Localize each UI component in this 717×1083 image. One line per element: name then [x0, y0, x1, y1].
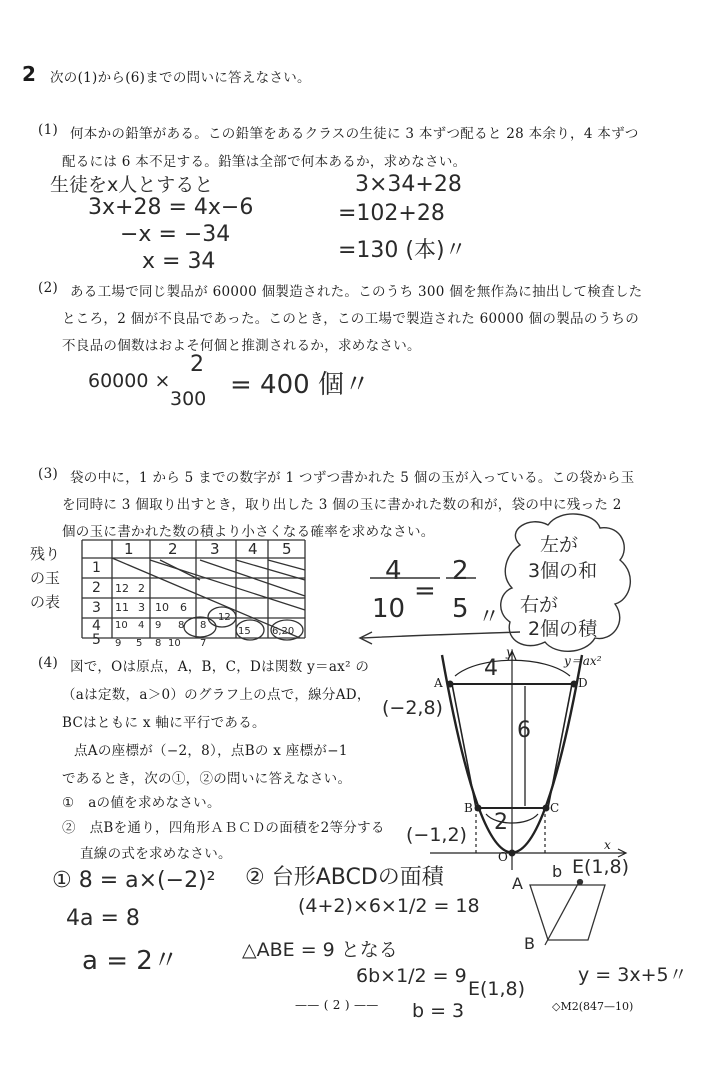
- q3-cell: 15: [238, 626, 251, 637]
- q1-hw-calc2: =102+28: [338, 201, 445, 226]
- graph-label-A: A: [434, 676, 443, 690]
- graph-label-y: y: [506, 645, 513, 659]
- graph-label-fn: y＝ax²: [564, 654, 602, 668]
- graph-hw-width: 4: [484, 656, 498, 681]
- q4-sketch-A: A: [512, 874, 523, 893]
- q3-hw-ans-mark: 〃: [478, 605, 501, 630]
- q4-sub2-line2: 直線の式を求めなさい。: [80, 846, 232, 862]
- q4-hw2-line5: b = 3: [412, 1000, 465, 1022]
- q3-cell: 9: [115, 638, 122, 649]
- q2-hw-lhs: 60000 ×: [88, 370, 171, 392]
- q3-number: (3): [38, 466, 59, 482]
- q3-cell: 8: [200, 620, 207, 631]
- q3-hw-ans-num1: 4: [385, 556, 402, 586]
- q4-sub1: ① aの値を求めなさい。: [62, 795, 221, 811]
- q3-table-row-1: 1: [92, 560, 101, 576]
- q3-table-col-2: 2: [168, 540, 178, 558]
- q2-text-line1: ある工場で同じ製品が 60000 個製造された。このうち 300 個を無作為に抽出して検査した: [70, 284, 643, 300]
- q3-cell: 7: [200, 638, 207, 649]
- q3-cell: 8: [178, 620, 185, 631]
- q1-hw-eq1: 3x+28 = 4x−6: [88, 195, 254, 220]
- q1-hw-setup: 生徒をx人とすると: [50, 174, 214, 196]
- q1-text-line1: 何本かの鉛筆がある。この鉛筆をあるクラスの生徒に 3 本ずつ配ると 28 本余り，4 本ずつ: [70, 126, 639, 142]
- q3-table-col-1: 1: [124, 540, 134, 558]
- q3-cloud-line4: 2個の積: [528, 618, 598, 640]
- q4-text-line1: 図で，Oは原点，A，B，C，Dは関数 y＝ax² の: [70, 659, 370, 675]
- page-number: —— ( 2 ) ——: [295, 998, 379, 1012]
- q3-cell: 4: [138, 620, 145, 631]
- q1-hw-calc1: 3×34+28: [355, 172, 462, 197]
- q3-hw-ans-num2: 2: [452, 556, 469, 586]
- q2-hw-result: = 400 個〃: [230, 370, 370, 400]
- q3-hw-side-label: 残りの玉の表: [30, 545, 61, 611]
- page-code: ◇M2(847—10): [552, 1000, 634, 1013]
- q3-cell: 10: [115, 620, 128, 631]
- q4-number: (4): [38, 655, 59, 671]
- q3-hw-ans-eq: =: [414, 576, 436, 606]
- section-number: 2: [22, 62, 36, 86]
- graph-label-x: x: [604, 838, 611, 852]
- graph-label-D: D: [578, 676, 588, 690]
- q1-number: (1): [38, 122, 59, 138]
- q4-hw2-final: y = 3x+5〃: [578, 964, 688, 986]
- q3-table-row-4: 4: [92, 618, 101, 634]
- q3-cell: 10: [155, 601, 169, 614]
- q4-hw1-line2: 4a = 8: [66, 906, 140, 931]
- q3-text-line1: 袋の中に，1 から 5 までの数字が 1 つずつ書かれた 5 個の玉が入っている。この袋から玉: [70, 470, 635, 486]
- q2-hw-denominator: 300: [170, 388, 207, 410]
- q4-hw2-E-point: E(1,8): [468, 978, 526, 1000]
- q3-cloud-line3: 右が: [520, 594, 559, 616]
- graph-hw-A-coord: (−2,8): [382, 697, 443, 719]
- q1-hw-eq2: −x = −34: [120, 222, 231, 247]
- q4-hw1-line1: ① 8 = a×(−2)²: [52, 868, 216, 893]
- q3-cell: 10: [168, 638, 181, 649]
- q2-number: (2): [38, 280, 59, 296]
- q1-hw-eq3: x = 34: [142, 249, 216, 274]
- q1-text-line2: 配るには 6 本不足する。鉛筆は全部で何本あるか，求めなさい。: [62, 154, 467, 170]
- q1-hw-calc3: =130 (本)〃: [338, 238, 467, 263]
- graph-hw-B-coord: (−1,2): [406, 824, 467, 846]
- q3-cell: 12: [218, 612, 231, 623]
- q2-text-line2: ところ，2 個が不良品であった。このとき，この工場で製造された 60000 個の製品のうちの: [62, 311, 640, 327]
- q3-text-line3: 個の玉に書かれた数の積より小さくなる確率を求めなさい。: [62, 524, 435, 540]
- q3-cell: 2: [138, 582, 145, 595]
- q2-hw-numerator: 2: [190, 352, 204, 377]
- graph-label-O: O: [498, 850, 508, 864]
- q3-table-col-5: 5: [282, 540, 292, 558]
- q3-cell: 6: [180, 601, 187, 614]
- q3-cell: 5: [136, 638, 143, 649]
- q3-hw-ans-den1: 10: [372, 594, 406, 624]
- q3-hw-ans-den2: 5: [452, 594, 469, 624]
- q4-text-line4: 点Aの座標が（−2，8），点Bの x 座標が−1: [74, 743, 348, 759]
- q3-cloud-line2: 3個の和: [528, 560, 598, 582]
- q4-hw2-line2: (4+2)×6×1/2 = 18: [298, 895, 480, 917]
- q4-text-line3: BCはともに x 軸に平行である。: [62, 715, 266, 731]
- q3-cell: 6,20: [272, 626, 295, 637]
- graph-hw-height: 6: [517, 718, 531, 743]
- q3-table-row-3: 3: [92, 600, 101, 616]
- q4-sketch-B: B: [524, 934, 535, 953]
- q3-cloud-line1: 左が: [540, 534, 579, 556]
- graph-label-C: C: [550, 801, 560, 815]
- q3-table-col-3: 3: [210, 540, 220, 558]
- q3-table-row-5: 5: [92, 632, 101, 648]
- q3-text-line2: を同時に 3 個取り出すとき，取り出した 3 個の玉に書かれた数の和が，袋の中に残った 2: [62, 497, 622, 513]
- q4-text-line2: （aは定数，a＞0）のグラフ上の点で，線分AD，: [62, 687, 371, 703]
- instructions: 次の(1)から(6)までの問いに答えなさい。: [50, 70, 311, 86]
- q4-sub2-line1: ② 点Bを通り，四角形ＡＢＣＤの面積を2等分する: [62, 820, 385, 836]
- q3-table-row-2: 2: [92, 580, 101, 596]
- q4-hw2-line3: △ABE = 9 となる: [242, 939, 398, 961]
- graph-hw-bc: 2: [494, 810, 508, 835]
- q2-text-line3: 不良品の個数はおよそ何個と推測されるか，求めなさい。: [62, 338, 421, 354]
- q4-hw2-line4: 6b×1/2 = 9: [356, 965, 467, 987]
- q4-hw2-line1: ② 台形ABCDの面積: [245, 865, 444, 890]
- q3-cell: 8: [155, 638, 162, 649]
- graph-label-B: B: [464, 801, 473, 815]
- q3-cell: 3: [138, 601, 145, 614]
- q3-table-col-4: 4: [248, 540, 258, 558]
- q3-cell: 11: [115, 601, 129, 614]
- q4-text-line5: であるとき，次の①，②の問いに答えなさい。: [62, 771, 352, 787]
- q4-hw2-E-label: E(1,8): [572, 856, 630, 878]
- q4-hw1-line3: a = 2〃: [82, 946, 179, 976]
- q3-cell: 9: [155, 620, 162, 631]
- q3-cell: 12: [115, 582, 129, 595]
- q4-sketch-b: b: [552, 862, 563, 881]
